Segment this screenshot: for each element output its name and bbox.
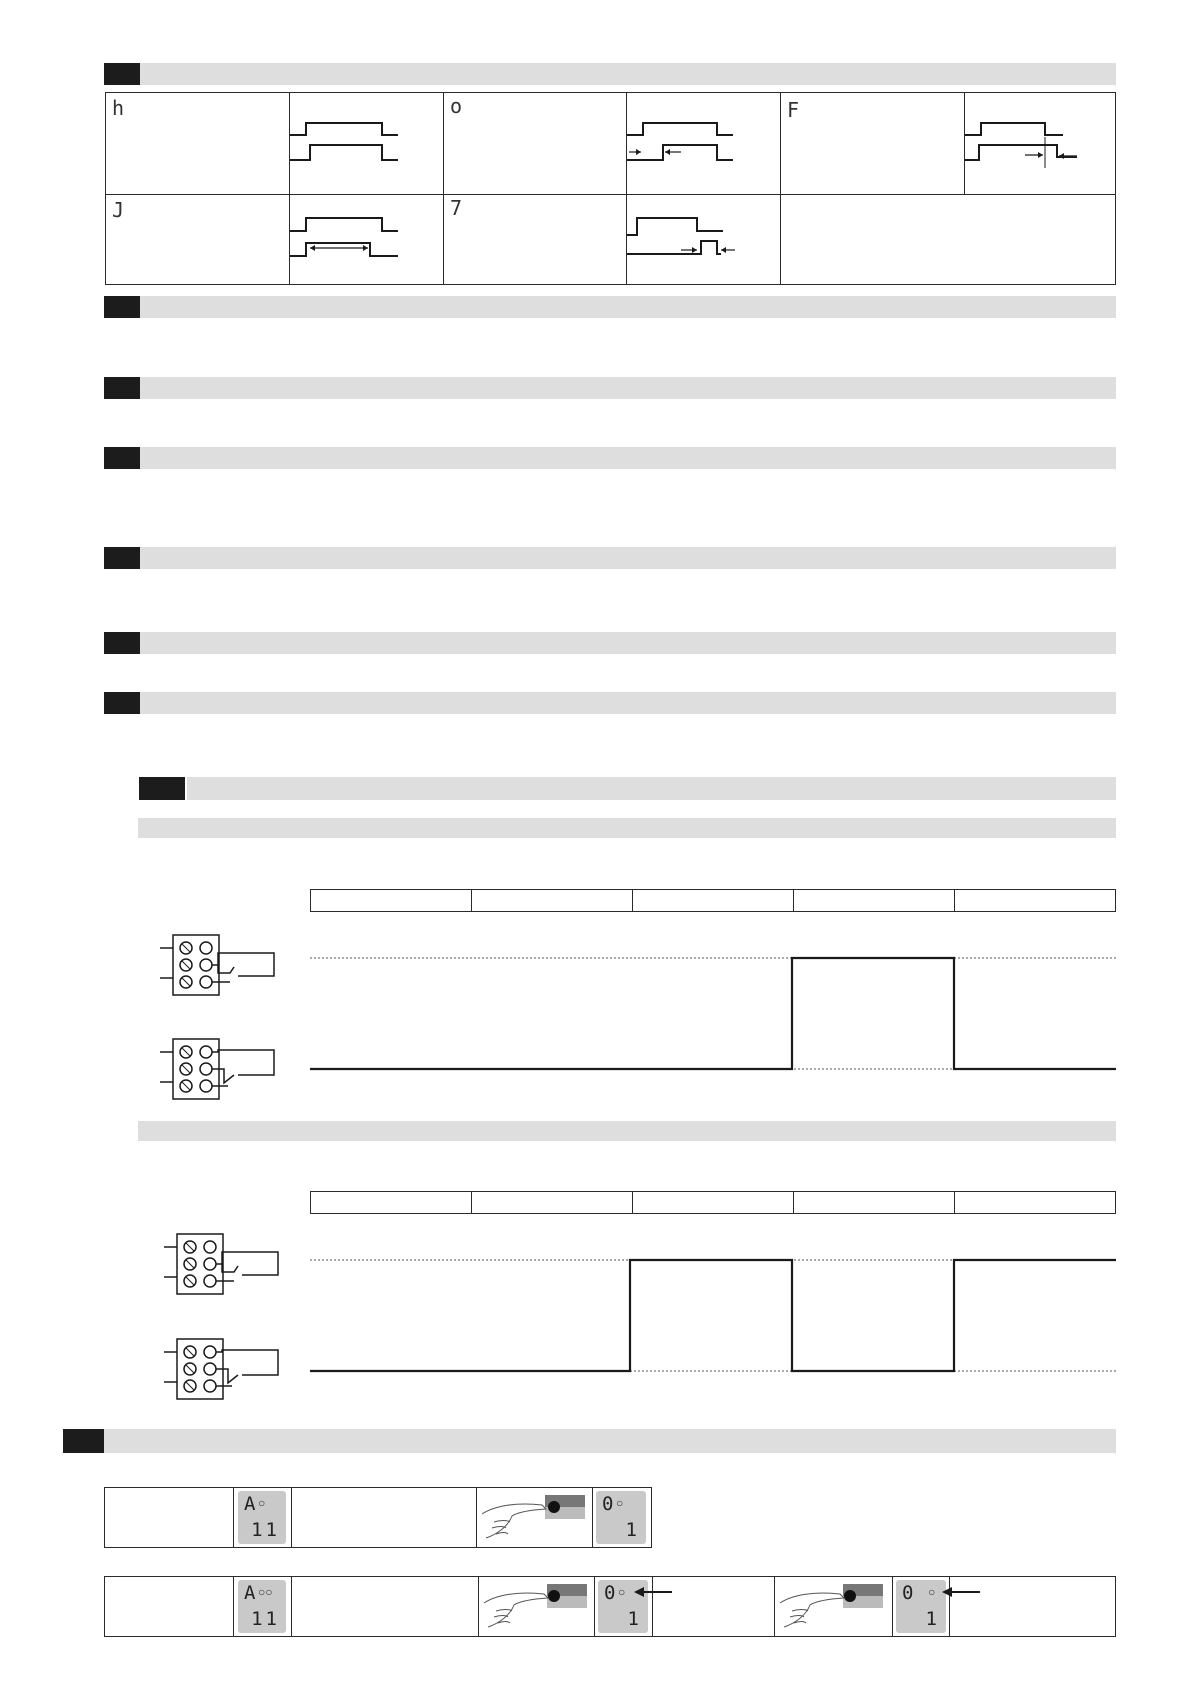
section-bar-2 bbox=[140, 296, 1116, 318]
led-indicator-icon: ○○ bbox=[258, 1585, 273, 1599]
section-tag-2 bbox=[104, 296, 140, 318]
procedure-row-2-divider bbox=[594, 1576, 595, 1637]
led-indicator-icon: ○ bbox=[258, 1496, 266, 1510]
led-indicator-icon: ○ bbox=[618, 1585, 626, 1599]
arrow-left-icon bbox=[942, 1586, 982, 1598]
section-bar-3 bbox=[140, 377, 1116, 399]
diagram-a-output-waveform bbox=[310, 950, 1120, 1075]
function-code-h: h bbox=[112, 96, 125, 120]
lcd-display-e-top: 0 bbox=[902, 1582, 914, 1604]
section-tag-1 bbox=[104, 63, 140, 85]
section-bar-4 bbox=[140, 447, 1116, 469]
timing-diagram-j bbox=[290, 212, 400, 272]
section-bar-6 bbox=[140, 632, 1116, 654]
section-tag-5 bbox=[104, 547, 140, 569]
function-table-col-2 bbox=[443, 92, 444, 285]
section-bar-7 bbox=[140, 692, 1116, 714]
procedure-row-1-divider bbox=[233, 1487, 234, 1548]
terminal-block-icon bbox=[162, 1232, 282, 1302]
section-tag-3 bbox=[104, 377, 140, 399]
function-table-col-4 bbox=[780, 92, 781, 285]
section-tag-8 bbox=[63, 1429, 104, 1453]
lcd-display-b-top: 0 bbox=[602, 1493, 614, 1515]
diagram-b-output-waveform bbox=[310, 1252, 1120, 1377]
lcd-display-c-top: A bbox=[244, 1582, 256, 1604]
terminal-block-icon bbox=[162, 1337, 282, 1407]
section-tag-6 bbox=[104, 632, 140, 654]
procedure-row-2-divider bbox=[233, 1576, 234, 1637]
finger-press-icon bbox=[480, 1492, 590, 1544]
function-table-row-divider bbox=[105, 194, 1116, 195]
led-indicator-icon: ○ bbox=[928, 1585, 936, 1599]
lcd-display-a-bottom: 11 bbox=[251, 1519, 280, 1541]
diagram-b-time-scale bbox=[310, 1191, 1116, 1214]
subsection-bar bbox=[187, 777, 1116, 800]
subsection-tag bbox=[139, 777, 185, 800]
lcd-display-c-bottom: 11 bbox=[251, 1608, 280, 1630]
lcd-display-c bbox=[238, 1580, 286, 1633]
procedure-row-2-divider bbox=[892, 1576, 893, 1637]
led-indicator-icon: ○ bbox=[616, 1496, 624, 1510]
lcd-display-d-top: 0 bbox=[604, 1582, 616, 1604]
section-bar-1 bbox=[140, 63, 1116, 85]
procedure-row-1-divider bbox=[476, 1487, 477, 1548]
lcd-display-e-bottom: 1 bbox=[925, 1608, 940, 1630]
timing-diagram-o bbox=[627, 110, 737, 170]
function-code-o: o bbox=[450, 94, 463, 118]
finger-press-icon bbox=[778, 1581, 888, 1633]
lcd-display-e bbox=[896, 1580, 946, 1633]
section-bar-5 bbox=[140, 547, 1116, 569]
lcd-display-a-top: A bbox=[244, 1493, 256, 1515]
finger-press-icon bbox=[482, 1581, 592, 1633]
procedure-row-1-divider bbox=[291, 1487, 292, 1548]
procedure-row-2-divider bbox=[478, 1576, 479, 1637]
section-tag-4 bbox=[104, 447, 140, 469]
timing-diagram-f bbox=[965, 110, 1085, 170]
lcd-display-d-bottom: 1 bbox=[627, 1608, 642, 1630]
timing-diagram-h bbox=[290, 110, 400, 170]
arrow-left-icon bbox=[634, 1586, 674, 1598]
lcd-display-b bbox=[596, 1491, 646, 1544]
timing-diagram-r bbox=[627, 212, 747, 272]
terminal-block-icon bbox=[158, 933, 278, 1003]
diagram-b-header bbox=[138, 1121, 1116, 1141]
lcd-display-b-bottom: 1 bbox=[625, 1519, 640, 1541]
function-code-r: 7 bbox=[450, 196, 463, 220]
procedure-row-2-divider bbox=[774, 1576, 775, 1637]
section-bar-8 bbox=[104, 1429, 1116, 1453]
diagram-a-header bbox=[138, 818, 1116, 838]
section-tag-7 bbox=[104, 692, 140, 714]
function-code-j: J bbox=[112, 198, 125, 222]
lcd-display-a bbox=[238, 1491, 286, 1544]
diagram-a-time-scale bbox=[310, 889, 1116, 912]
function-code-f: F bbox=[787, 98, 800, 122]
terminal-block-icon bbox=[158, 1037, 278, 1107]
procedure-row-2-divider bbox=[291, 1576, 292, 1637]
procedure-row-1-divider bbox=[592, 1487, 593, 1548]
